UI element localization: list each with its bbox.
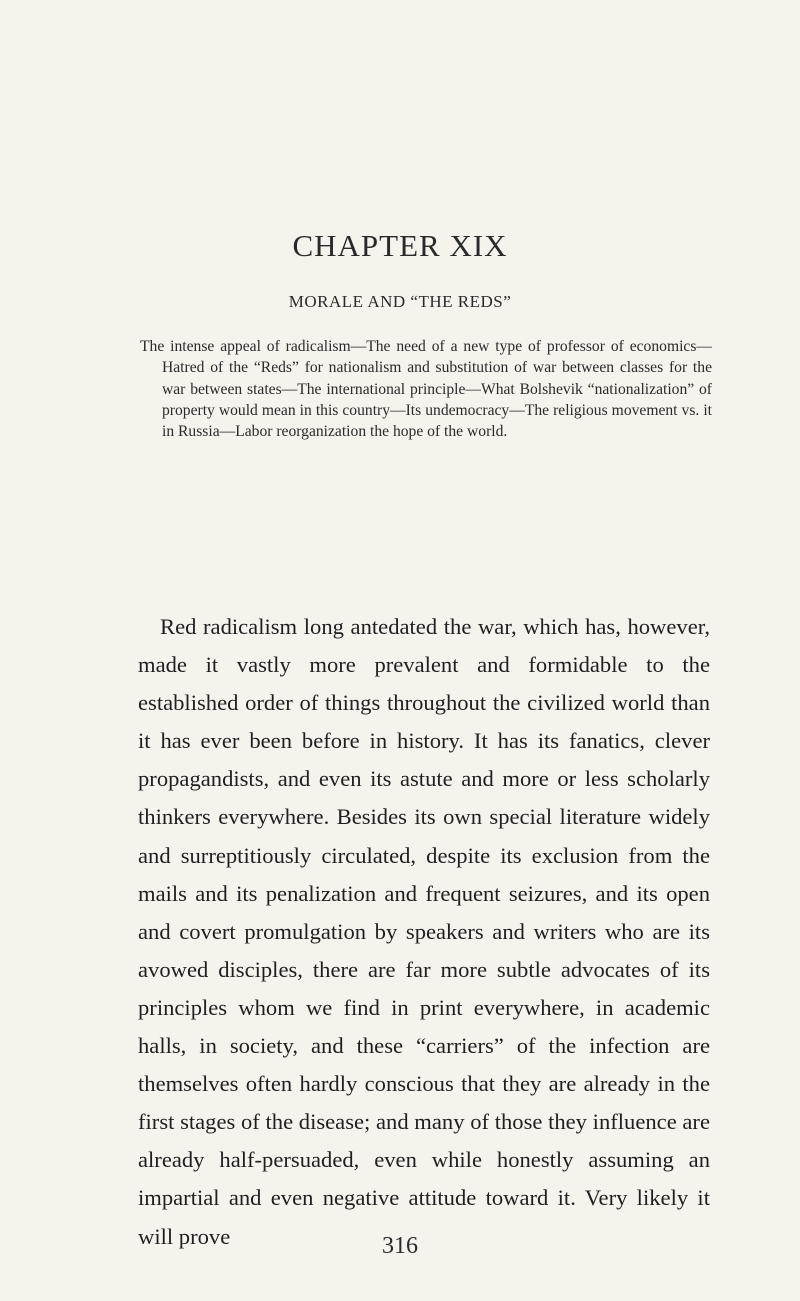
chapter-subtitle: MORALE AND “THE REDS” <box>288 292 512 311</box>
page-number: 316 <box>382 1233 418 1259</box>
chapter-synopsis: The intense appeal of radicalism—The need of a new type of professor of economics—Hatred of the “Reds” for nationalism and substitution of war between classes for the war between states—The international principle—What Bolshevik “nationalization” of property would mean in this country—Its undemocracy—The religious movement vs. it in Russia—Labor reorganization the hope of the world. <box>140 338 712 441</box>
chapter-title: CHAPTER XIX <box>292 228 508 263</box>
body-paragraph: Red radicalism long antedated the war, which has, however, made it vastly more prevalent and formidable to the established order of things throughout the civilized world than it has ever been before in history. It has its fanatics, clever propagandists, and even its astute and more or less scholarly thinkers everywhere. Besides its own special literature widely and surreptitiously circulated, despite its exclusion from the mails and its penalization and frequent seizures, and its open and covert promulgation by speakers and writers who are its avowed disciples, there are far more subtle advocates of its principles whom we find in print everywhere, in academic halls, in society, and these “carriers” of the infection are themselves often hardly conscious that they are already in the first stages of the disease; and many of those they influence are already half-persuaded, even while honestly assuming an impartial and even negative attitude toward it. Very likely it will prove <box>138 614 710 1249</box>
